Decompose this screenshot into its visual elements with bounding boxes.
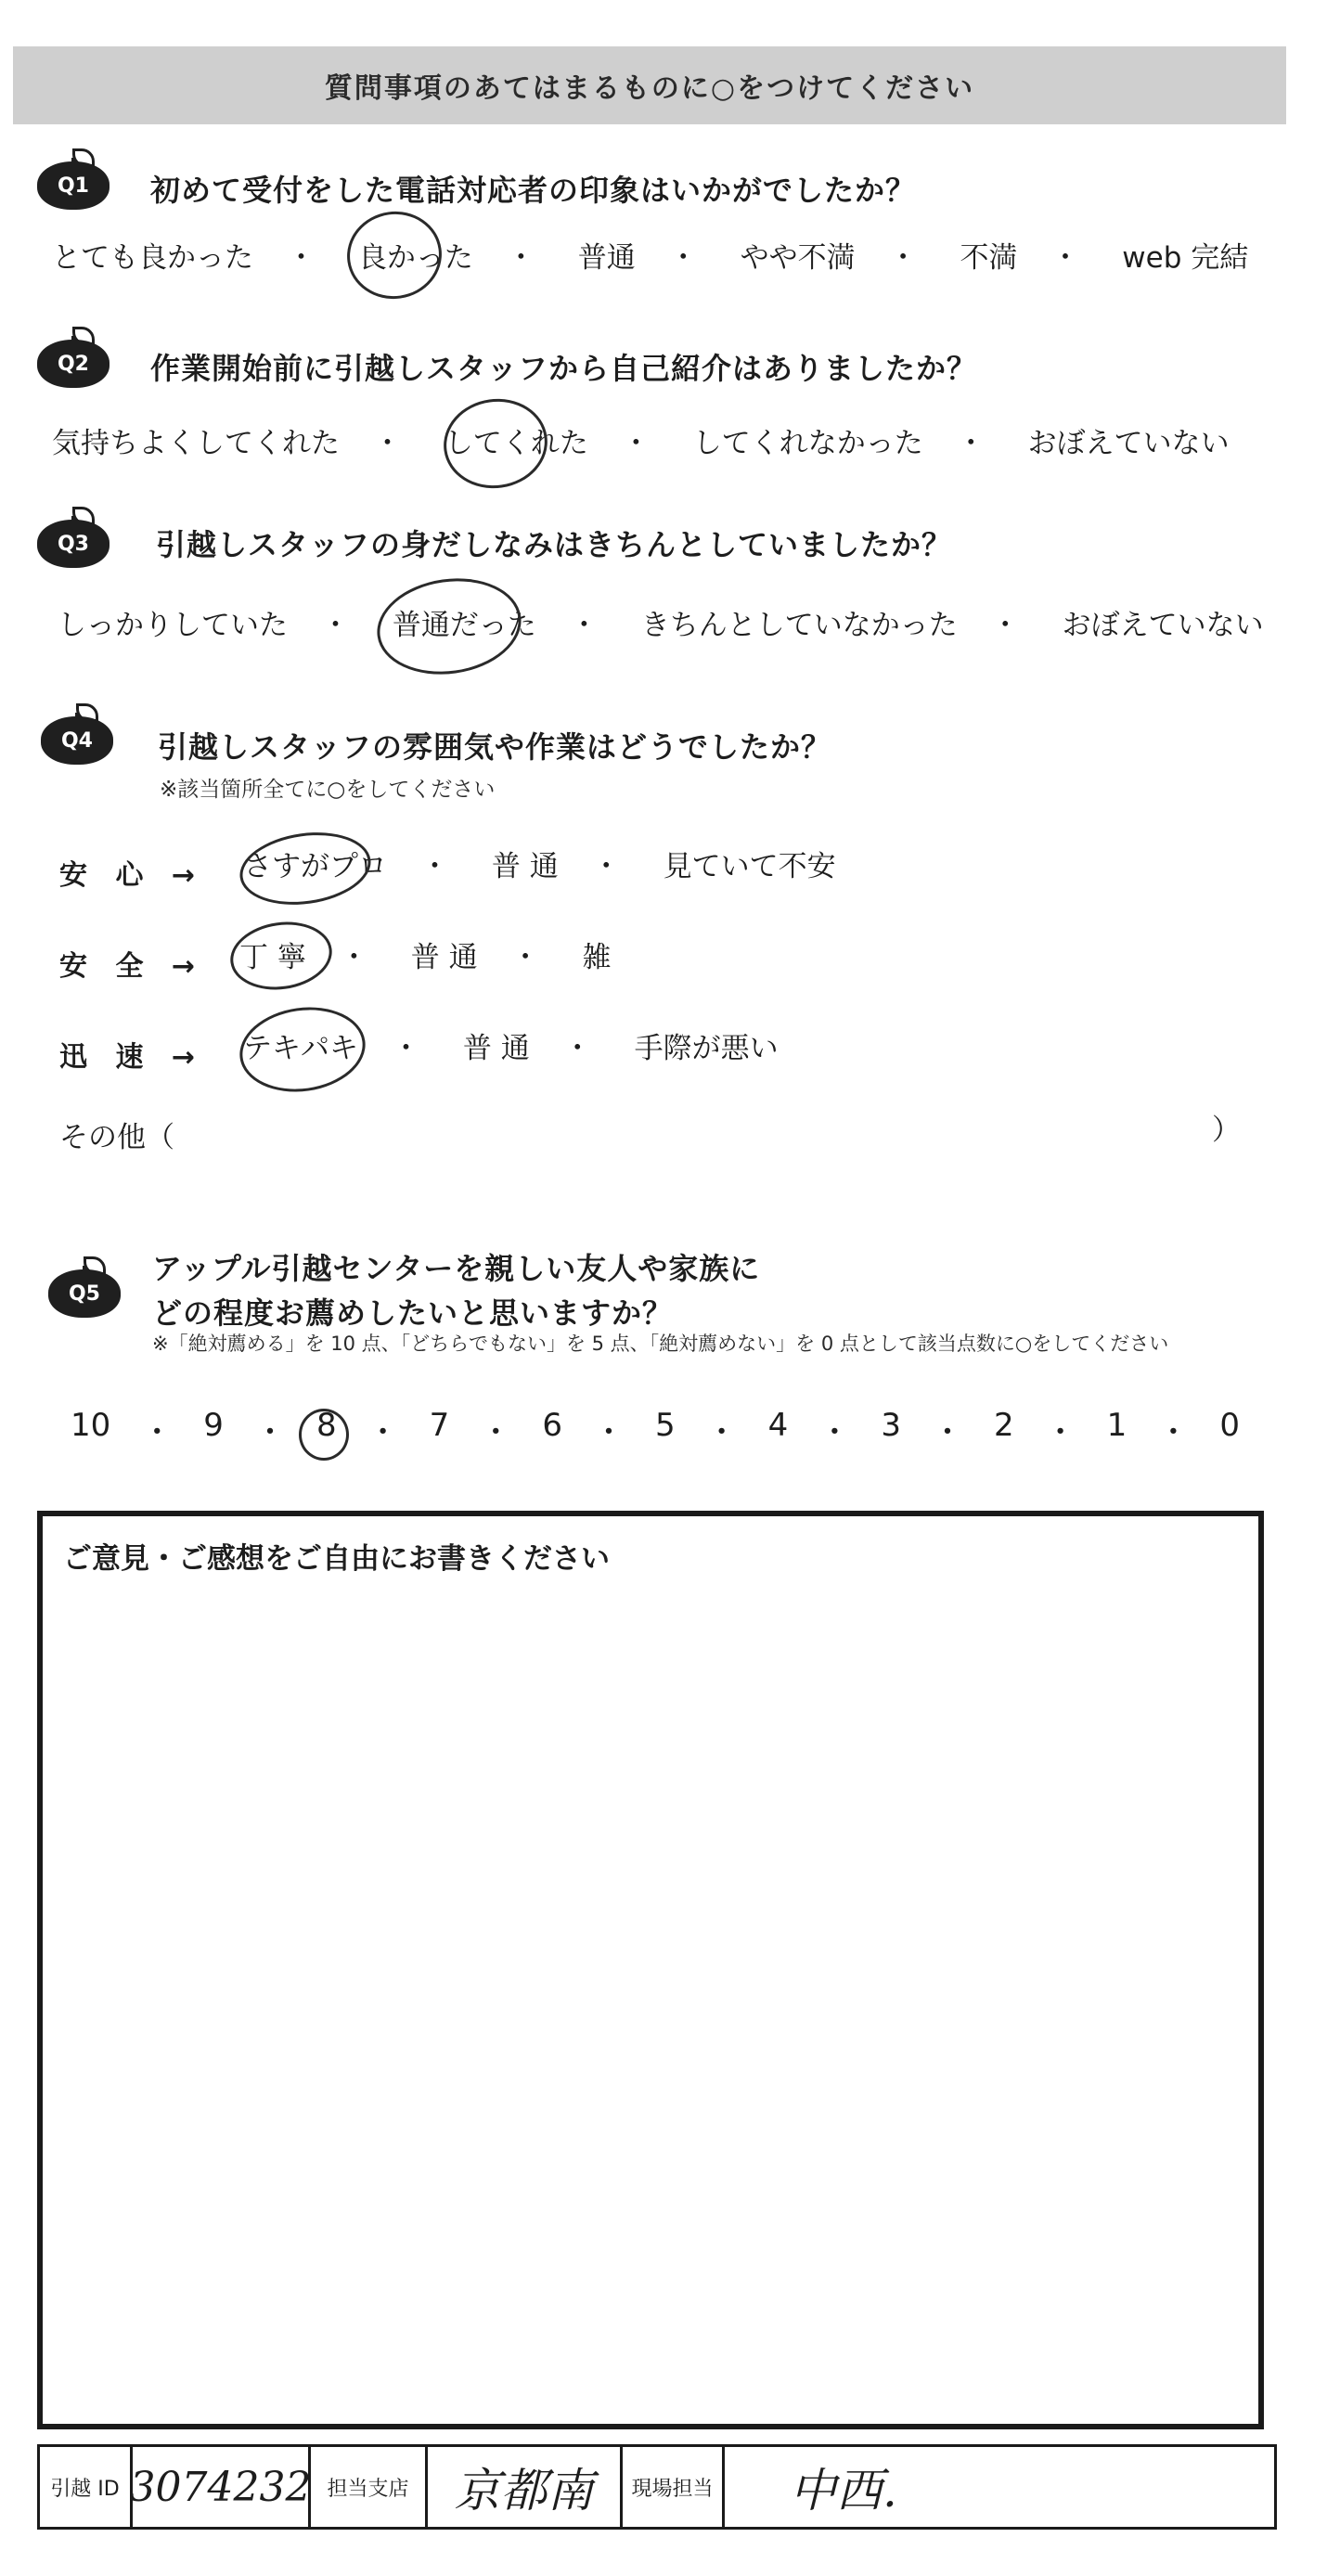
q5-score[interactable]: 4 xyxy=(767,1407,789,1444)
q4-option[interactable]: 雑 xyxy=(582,941,612,974)
q5-score[interactable]: 2 xyxy=(994,1407,1014,1444)
q4-other-label: その他（ xyxy=(59,1121,174,1154)
q1-option[interactable]: とても良かった xyxy=(52,241,253,275)
q2-badge-label: Q2 xyxy=(57,353,89,376)
q2-options: 気持ちよくしてくれた ・ してくれた ・ してくれなかった ・ おぼえていない xyxy=(52,419,1230,461)
q3-option[interactable]: きちんとしていなかった xyxy=(640,609,958,642)
q1-options: とても良かった ・ 良かった ・ 普通 ・ やや不満 ・ 不満 ・ web 完結 xyxy=(52,234,1248,276)
staff-label-cell xyxy=(623,2447,725,2527)
q5-apple-badge-icon xyxy=(48,1258,121,1318)
q5-selection-circle xyxy=(299,1409,349,1461)
q2-selection-circle xyxy=(438,393,553,496)
q4-row-label-safety: 安 全 → xyxy=(59,950,205,983)
q4-option-selected[interactable]: 丁 寧 xyxy=(239,941,306,974)
q3-options: しっかりしていた ・ 普通だった ・ きちんとしていなかった ・ おぼえていない xyxy=(58,601,1264,643)
move-id-label: 引越 ID xyxy=(50,2477,120,2501)
move-id-label-cell xyxy=(40,2447,133,2527)
comments-title: ご意見・ご感想をご自由にお書きください xyxy=(63,1542,610,1576)
footer-table xyxy=(37,2444,1277,2530)
q4-option-selected[interactable]: さすがプロ xyxy=(243,850,387,883)
q3-apple-badge-icon xyxy=(37,509,110,568)
q4-other-close: ） xyxy=(1212,1114,1241,1147)
q5-question-line1: アップル引越センターを親しい友人や家族に xyxy=(152,1251,761,1286)
q4-option[interactable]: 見ていて不安 xyxy=(663,850,836,883)
q3-option[interactable]: おぼえていない xyxy=(1062,609,1264,642)
move-id-value: 3074232 xyxy=(129,2463,312,2511)
q1-option[interactable]: web 完結 xyxy=(1122,241,1249,275)
q3-option-selected[interactable]: 普通だった xyxy=(392,609,536,642)
staff-cell[interactable] xyxy=(725,2447,1274,2527)
q5-score-selected[interactable]: 8 xyxy=(316,1407,337,1444)
q1-option[interactable]: 不満 xyxy=(960,241,1018,275)
q5-question-line2: どの程度お薦めしたいと思いますか？ xyxy=(152,1295,674,1331)
q4-note: ※該当箇所全てに○をしてください xyxy=(160,778,496,802)
q4-row-options-safety: 丁 寧 ・ 普 通 ・ 雑 xyxy=(239,934,611,975)
q5-score[interactable]: 7 xyxy=(429,1407,450,1444)
q1-badge-label: Q1 xyxy=(57,174,89,198)
q4-question: 引越しスタッフの雰囲気や作業はどうでしたか？ xyxy=(158,729,832,765)
staff-value: 中西. xyxy=(790,2464,897,2518)
q5-score[interactable]: 1 xyxy=(1106,1407,1127,1444)
branch-value: 京都南 xyxy=(454,2464,594,2518)
q2-question: 作業開始前に引越しスタッフから自己紹介はありましたか？ xyxy=(150,351,978,386)
q4-row-options-speed: テキパキ ・ 普 通 ・ 手際が悪い xyxy=(243,1024,779,1066)
q3-question: 引越しスタッフの身だしなみはきちんとしていましたか？ xyxy=(156,527,953,562)
q5-score[interactable]: 3 xyxy=(881,1407,901,1444)
staff-label: 現場担当 xyxy=(631,2477,714,2501)
q1-option-selected[interactable]: 良かった xyxy=(357,241,473,275)
q5-score-scale: 10 ・ 9 ・ 8 ・ 7 ・ 6 ・ 5 ・ 4 ・ 3 ・ 2 ・ 1 ・ 0 xyxy=(71,1407,1240,1451)
q1-question: 初めて受付をした電話対応者の印象はいかがでしたか？ xyxy=(150,173,917,208)
q5-badge-label: Q5 xyxy=(68,1282,100,1306)
q1-option[interactable]: やや不満 xyxy=(740,241,856,275)
q1-selection-circle xyxy=(341,205,447,304)
q4-option-selected[interactable]: テキパキ xyxy=(243,1032,358,1065)
q2-option-selected[interactable]: してくれた xyxy=(444,427,588,460)
q4-option[interactable]: 普 通 xyxy=(462,1032,530,1065)
q5-score[interactable]: 9 xyxy=(203,1407,224,1444)
form-header-title: 質問事項のあてはまるものに○をつけてください xyxy=(324,72,975,105)
q4-option[interactable]: 普 通 xyxy=(491,850,559,883)
form-header xyxy=(13,46,1286,124)
q5-score[interactable]: 10 xyxy=(71,1407,111,1444)
branch-label: 担当支店 xyxy=(327,2477,409,2501)
q5-score[interactable]: 0 xyxy=(1219,1407,1240,1444)
q5-score[interactable]: 6 xyxy=(542,1407,562,1444)
q5-score[interactable]: 5 xyxy=(654,1407,676,1444)
q3-badge-label: Q3 xyxy=(57,533,89,556)
branch-cell[interactable] xyxy=(428,2447,623,2527)
q4-safety-selection-circle xyxy=(226,916,337,997)
q4-row-label-speed: 迅 速 → xyxy=(59,1041,205,1074)
q4-peace-selection-circle xyxy=(235,824,375,912)
q4-speed-selection-circle xyxy=(234,999,370,1100)
q2-option[interactable]: してくれなかった xyxy=(692,427,923,460)
branch-label-cell xyxy=(311,2447,428,2527)
q4-row-label-peace: 安 心 → xyxy=(59,859,205,892)
q4-row-options-peace: さすがプロ ・ 普 通 ・ 見ていて不安 xyxy=(243,843,836,884)
q3-selection-circle xyxy=(371,570,528,684)
q2-option[interactable]: 気持ちよくしてくれた xyxy=(52,427,340,460)
q3-option[interactable]: しっかりしていた xyxy=(58,609,288,642)
q1-apple-badge-icon xyxy=(37,150,110,210)
move-id-cell[interactable] xyxy=(129,2447,312,2527)
q1-option[interactable]: 普通 xyxy=(577,241,636,275)
q4-apple-badge-icon xyxy=(41,705,113,765)
q5-note: ※「絶対薦める」を 10 点、「どちらでもない」を 5 点、「絶対薦めない」を 0 点として該当点数に○をしてください xyxy=(152,1333,1169,1355)
q2-option[interactable]: おぼえていない xyxy=(1027,427,1230,460)
q4-option[interactable]: 普 通 xyxy=(410,941,478,974)
q4-badge-label: Q4 xyxy=(60,729,93,753)
q2-apple-badge-icon xyxy=(37,328,110,388)
q4-option[interactable]: 手際が悪い xyxy=(634,1032,779,1065)
comments-box[interactable] xyxy=(37,1511,1264,2429)
